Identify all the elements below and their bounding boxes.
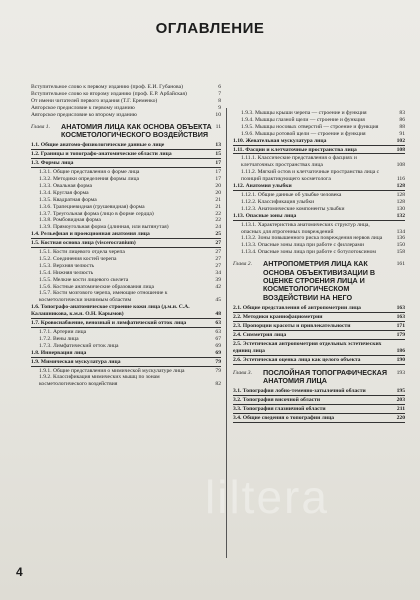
toc-entry-title: 3.4. Общие сведения о топографии лица	[233, 415, 335, 422]
toc-entry-title: Вступительное слово к первому изданию (проф. Е.И. Губанова)	[31, 84, 183, 90]
toc-entry-page: 21	[215, 196, 221, 203]
toc-entry	[31, 231, 221, 239]
toc-entry-page: 82	[215, 381, 221, 388]
toc-entry	[31, 176, 221, 183]
toc-entry	[233, 357, 405, 365]
page-number: 4	[16, 565, 23, 579]
toc-entry-title: 1.2. Границы и топографо-анатомические области лица	[31, 151, 172, 158]
toc-entry-page: 163	[396, 305, 405, 312]
toc-entry-title: 1.3.1. Общие представления о форме лица	[39, 169, 140, 176]
watermark: liltera	[205, 471, 329, 523]
toc-entry	[233, 169, 405, 183]
toc-entry-title: 1.5.7. Кости мозгового черепа, имеющие отношение к косметологически значимым областям	[39, 290, 168, 304]
toc-entry	[233, 183, 405, 191]
toc-entry	[31, 270, 221, 277]
chapter-page: 193	[396, 369, 405, 376]
toc-entry-title: 1.13.3. Опасные зоны лица при работе с филлерами	[241, 242, 364, 249]
toc-entry-page: 17	[215, 169, 221, 176]
toc-entry-page: 9	[218, 104, 221, 111]
chapter-2-heading	[233, 260, 405, 302]
toc-entry-title: 1.7.3. Лимфатический отток лица	[39, 342, 119, 349]
toc-entry-title: 1.5.1. Кости лицевого отдела черепа	[39, 249, 125, 256]
toc-entry-page: 10	[215, 111, 221, 118]
toc-entry	[233, 199, 405, 206]
toc-entry-page: 17	[215, 160, 221, 167]
toc-entry-page: 63	[215, 329, 221, 335]
toc-entry-page: 42	[215, 283, 221, 290]
toc-entry-page: 116	[396, 176, 405, 183]
toc-entry-title: 1.9.1. Общие представления о мимической мускулатуре лица	[39, 367, 185, 374]
chapter-page: 11	[215, 123, 221, 130]
toc-entry-page: 102	[396, 137, 405, 144]
toc-entry	[233, 397, 405, 405]
toc-entry-title: 2.5. Эстетическая антропометрия отдельных эстетических единиц лица	[233, 340, 382, 354]
toc-entry-title: 1.11. Фасции и клетчаточные пространства лица	[233, 146, 357, 153]
toc-entry-page: 21	[215, 203, 221, 210]
toc-entry-title: 1.3. Формы лица	[31, 160, 74, 167]
toc-entry	[31, 359, 221, 367]
chapter-1-entries-cont	[233, 110, 405, 256]
toc-entry	[31, 190, 221, 197]
chapter-1-entries	[31, 142, 221, 388]
toc-entry-title: 1.9.6. Мышцы ротовой щели — строение и функция	[241, 130, 366, 137]
toc-entry	[233, 147, 405, 155]
toc-entry	[233, 124, 405, 131]
toc-entry	[233, 388, 405, 396]
toc-entry-page: 136	[396, 235, 405, 242]
toc-entry-title: 1.9.2. Классификация мимических мышц по зонам косметологического воздействия	[39, 374, 160, 388]
toc-entry-page: 34	[215, 269, 221, 276]
toc-entry-title: 2.1. Общие представления об антропометрии лица	[233, 305, 361, 312]
toc-entry	[31, 320, 221, 328]
toc-entry-title: 1.3.2. Методики определения формы лица	[39, 175, 139, 182]
toc-entry-page: 22	[215, 217, 221, 224]
toc-entry-page: 128	[396, 183, 405, 190]
toc-right-column	[233, 110, 405, 424]
toc-entry-page: 20	[215, 189, 221, 196]
toc-entry-title: 1.12.2. Классификация улыбки	[241, 198, 315, 205]
toc-entry-page: 6	[218, 84, 221, 90]
chapter-1-heading	[31, 123, 221, 140]
toc-entry	[233, 110, 405, 117]
chapter-title: 11 АНАТОМИЯ ЛИЦА КАК ОСНОВА ОБЪЕКТА КОСМЕТОЛОГИЧЕСКОГО ВОЗДЕЙСТВИЯ	[61, 121, 221, 139]
toc-entry-title: От имени читателей первого издания (Т.Г. Еременко)	[31, 97, 158, 104]
toc-entry-page: 20	[215, 182, 221, 189]
toc-entry-title: 1.7. Кровоснабжение, венозный и лимфатический отток лица	[31, 320, 187, 327]
toc-entry-page: 132	[396, 212, 405, 219]
toc-entry-title: 1.5.3. Верхняя челюсть	[39, 262, 95, 269]
toc-entry	[233, 415, 405, 423]
chapter-label: Глава 2.	[233, 261, 252, 268]
toc-entry-title: 1.12. Анатомия улыбки	[233, 183, 292, 190]
toc-entry	[31, 142, 221, 150]
toc-entry	[233, 341, 405, 356]
toc-entry-page: 128	[396, 198, 405, 205]
toc-entry-page: 27	[215, 240, 221, 247]
toc-entry-title: 2.4. Симметрия лица	[233, 331, 287, 338]
toc-entry-title: Вступительное слово ко второму изданию (проф. Е.Р. Арбайская)	[31, 90, 187, 97]
toc-entry	[233, 332, 405, 340]
toc-entry-page: 27	[215, 249, 221, 256]
toc-entry-title: 2.3. Пропорции красоты и привлекательности	[233, 322, 351, 329]
toc-entry-title: 1.6. Топографо-анатомическое строение кожи лица (д.м.н. С.А. Калашникова, к.м.н. О.Н. Карымов)	[31, 304, 190, 318]
toc-entry	[233, 155, 405, 169]
toc-entry-page: 171	[396, 322, 405, 329]
toc-entry	[31, 374, 221, 388]
toc-entry	[31, 336, 221, 343]
toc-entry-title: 2.2. Методики краниофациометрии	[233, 314, 323, 321]
toc-entry-title: 1.1. Общие анатомо-физиологические данные о лице	[31, 142, 165, 149]
toc-entry	[233, 305, 405, 313]
toc-entry-title: 1.9.4. Мышцы глазной щели — строение и функция	[241, 116, 365, 123]
chapter-title: 161 АНТРОПОМЕТРИЯ ЛИЦА КАК ОСНОВА ОБЪЕКТИВИЗАЦИИ В ОЦЕНКЕ СТРОЕНИЯ ЛИЦА И КОСМЕТОЛОГИЧЕСКОМ ВОЗДЕЙСТВИИ НА НЕГО	[263, 259, 405, 302]
toc-entry	[31, 284, 221, 291]
toc-entry-title: 1.9. Мимическая мускулатура лица	[31, 358, 121, 365]
chapter-label: Глава 1.	[31, 123, 50, 130]
toc-entry	[31, 84, 221, 91]
toc-entry-page: 69	[215, 349, 221, 356]
toc-entry	[233, 213, 405, 221]
toc-entry-title: Авторское предисловие ко второму изданию	[31, 111, 137, 118]
toc-entry	[31, 304, 221, 319]
toc-entry	[233, 314, 405, 322]
toc-entry-page: 220	[396, 415, 405, 422]
toc-entry	[31, 197, 221, 204]
toc-entry	[233, 323, 405, 331]
toc-entry-title: 3.3. Топография глазничной области	[233, 406, 326, 413]
toc-entry-title: 1.7.2. Вены лица	[39, 335, 79, 342]
toc-entry-title: 1.3.4. Круглая форма	[39, 189, 89, 196]
toc-entry-title: 1.13.4. Опасные зоны лица при работе с ботулотоксином	[241, 249, 376, 256]
toc-entry	[31, 169, 221, 176]
toc-entry-title: 1.11.2. Мягкий остов и клетчаточные пространства лица с позиций практикующего косметолога	[241, 169, 380, 183]
toc-entry-title: 1.12.1. Общие данные об улыбке человека	[241, 191, 342, 198]
toc-entry	[31, 277, 221, 284]
toc-entry	[233, 117, 405, 124]
toc-entry-title: 1.13.2. Зоны повышенного риска повреждения нервов лица	[241, 235, 383, 242]
toc-entry	[31, 249, 221, 256]
toc-entry	[31, 151, 221, 159]
toc-entry-title: 1.5.6. Костные анатомические образования лица	[39, 283, 155, 290]
toc-entry-page: 190	[396, 356, 405, 363]
toc-entry-title: 3.2. Топография височной области	[233, 397, 321, 404]
toc-entry	[31, 290, 221, 304]
front-matter-list	[31, 84, 221, 119]
toc-entry-page: 63	[215, 320, 221, 327]
toc-entry-title: 1.5.5. Мелкие кости лицевого скелета	[39, 276, 129, 283]
toc-entry	[233, 131, 405, 138]
toc-entry-page: 86	[399, 116, 405, 123]
toc-entry-page: 24	[215, 224, 221, 231]
toc-entry-page: 45	[215, 297, 221, 304]
toc-entry-page: 25	[215, 231, 221, 238]
toc-entry	[233, 138, 405, 146]
toc-entry	[31, 256, 221, 263]
toc-entry-page: 22	[215, 210, 221, 217]
toc-entry-page: 67	[215, 335, 221, 342]
toc-entry-page: 108	[396, 146, 405, 153]
toc-entry	[31, 105, 221, 112]
toc-entry-title: 1.12.3. Анатомические компоненты улыбки	[241, 205, 345, 212]
toc-entry-page: 211	[396, 406, 405, 413]
chapter-3-heading	[233, 369, 405, 386]
toc-entry-page: 128	[396, 191, 405, 198]
toc-entry	[233, 192, 405, 199]
toc-entry	[31, 263, 221, 270]
toc-entry-page: 186	[396, 347, 405, 354]
toc-entry-page: 91	[399, 130, 405, 137]
toc-entry-page: 27	[215, 262, 221, 269]
chapter-page: 161	[396, 261, 405, 268]
toc-entry-page: 27	[215, 255, 221, 262]
toc-entry-page: 8	[218, 97, 221, 104]
toc-entry-title: 1.3.6. Трапециевидная (грушевидная) форма	[39, 203, 145, 210]
toc-entry-page: 79	[215, 358, 221, 365]
toc-entry	[31, 112, 221, 119]
toc-entry	[233, 406, 405, 414]
toc-entry-title: 1.13. Опасные зоны лица	[233, 212, 297, 219]
toc-entry-title: 1.3.5. Квадратная форма	[39, 196, 97, 203]
toc-entry-title: 1.3.8. Ромбовидная форма	[39, 217, 101, 224]
toc-entry-title: 1.5.2. Соединения костей черепа	[39, 255, 117, 262]
toc-entry-page: 163	[396, 314, 405, 321]
toc-entry-page: 203	[396, 397, 405, 404]
chapter-label: Глава 3.	[233, 369, 252, 376]
toc-entry-page: 17	[215, 175, 221, 182]
toc-entry-page: 15	[215, 151, 221, 158]
toc-entry-title: 1.5. Костная основа лица (viscerocranium)	[31, 240, 136, 247]
toc-entry-title: 2.6. Эстетическая оценка лица как целого объекта	[233, 356, 361, 363]
toc-left-column	[31, 84, 221, 388]
toc-entry	[31, 329, 221, 336]
toc-entry-title: 1.8. Иннервация лица	[31, 349, 87, 356]
toc-entry-page: 39	[215, 276, 221, 283]
toc-entry-page: 130	[396, 205, 405, 212]
toc-entry	[31, 91, 221, 98]
toc-entry-title: 1.3.3. Овальная форма	[39, 182, 93, 189]
toc-entry-title: 1.13.1. Характеристика анатомических структур лица, опасных для ятрогенных повреждений	[241, 221, 370, 235]
chapter-title: 193 ПОСЛОЙНАЯ ТОПОГРАФИЧЕСКАЯ АНАТОМИЯ ЛИЦА	[263, 367, 405, 385]
toc-entry-page: 83	[399, 110, 405, 116]
toc-entry-title: Авторское предисловие к первому изданию	[31, 104, 135, 111]
toc-entry-page: 7	[218, 90, 221, 97]
toc-entry	[31, 160, 221, 168]
toc-entry-page: 79	[215, 367, 221, 374]
toc-entry-title: 1.9.5. Мышцы носовых отверстий — строение и функция	[241, 123, 379, 130]
toc-entry	[31, 98, 221, 105]
toc-entry-page: 150	[396, 242, 405, 249]
toc-entry	[31, 204, 221, 211]
toc-entry-title: 1.11.1. Классические представления о фасциях и клетчаточных пространствах лица	[241, 155, 357, 169]
chapter-3-entries	[233, 388, 405, 423]
toc-entry-page: 195	[396, 388, 405, 395]
toc-entry-page: 179	[396, 331, 405, 338]
toc-entry-page: 88	[399, 123, 405, 130]
toc-entry	[31, 350, 221, 358]
toc-entry	[233, 206, 405, 213]
toc-entry-page: 48	[215, 311, 221, 318]
toc-entry-page: 13	[215, 142, 221, 149]
toc-entry-page: 108	[396, 162, 405, 169]
toc-entry	[233, 249, 405, 256]
toc-entry-title: 1.4. Рельефная и проекционная анатомия лица	[31, 231, 150, 238]
chapter-2-entries	[233, 305, 405, 364]
toc-entry	[31, 343, 221, 350]
toc-entry-title: 1.9.3. Мышцы крыши черепа — строение и функция	[241, 110, 367, 116]
toc-entry-title: 1.10. Жевательная мускулатура лица	[233, 137, 327, 144]
toc-entry-title: 1.5.4. Нижняя челюсть	[39, 269, 94, 276]
toc-entry	[31, 183, 221, 190]
toc-entry	[31, 240, 221, 248]
toc-entry-page: 158	[396, 249, 405, 256]
toc-entry-title: 3.1. Топография лобно-теменно-затылочной области	[233, 388, 366, 395]
toc-entry-page: 69	[215, 342, 221, 349]
toc-entry-title: 1.3.7. Треугольная форма (лицо в форме сердца)	[39, 210, 154, 217]
page-title: ОГЛАВЛЕНИЕ	[155, 20, 265, 37]
toc-entry-page: 134	[396, 228, 405, 235]
toc-entry-title: 1.3.9. Прямоугольная форма (длинная, или вытянутая)	[39, 224, 169, 231]
toc-entry	[233, 222, 405, 236]
toc-entry-title: 1.7.1. Артерии лица	[39, 329, 87, 335]
